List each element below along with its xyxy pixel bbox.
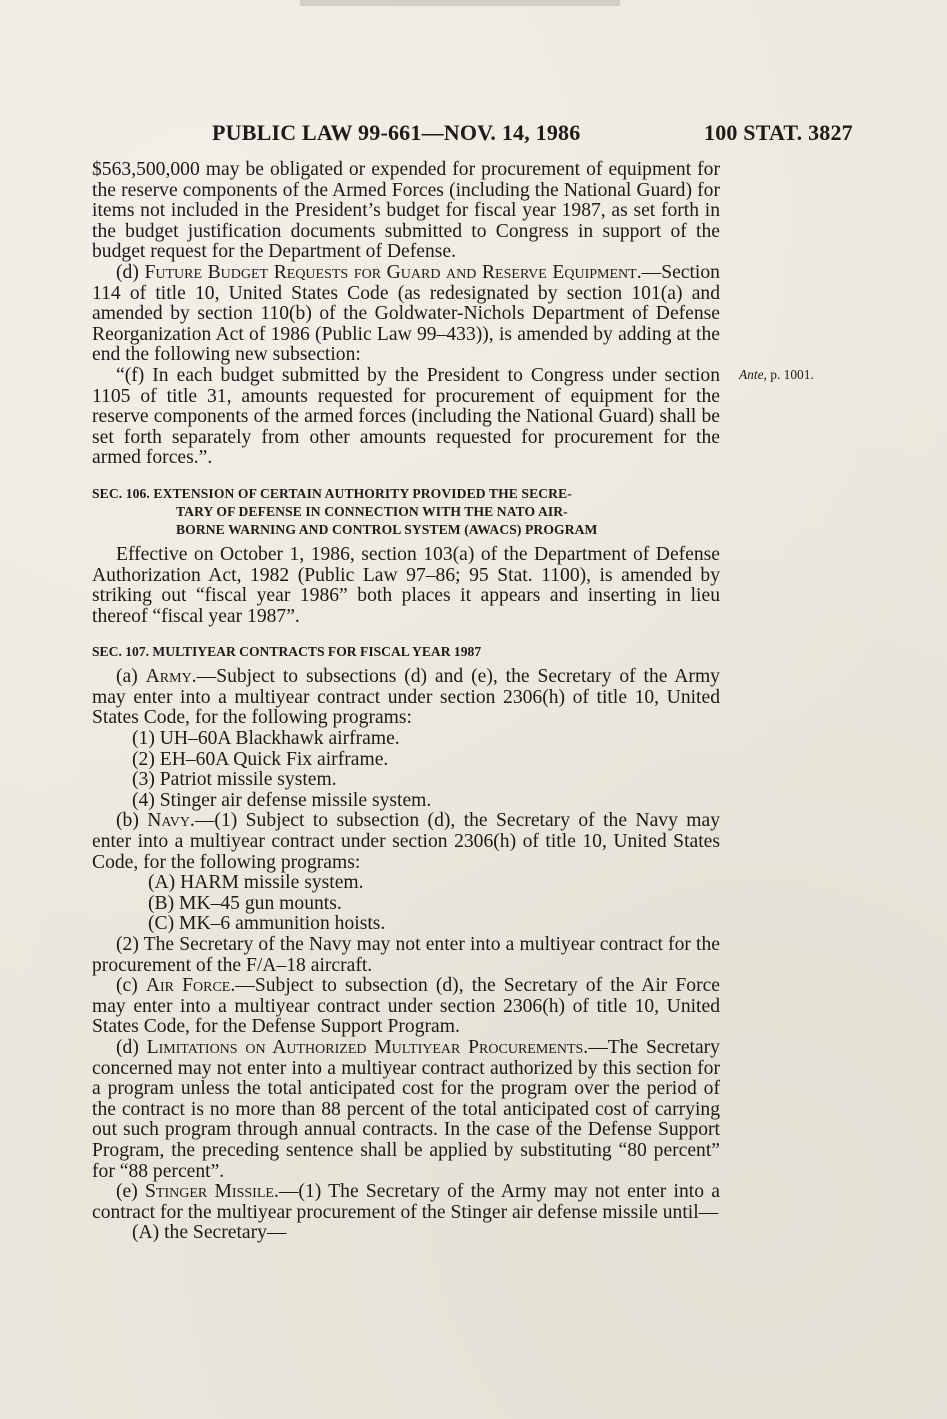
scan-edge-mark bbox=[300, 0, 620, 6]
subsection-d-text: —Section 114 of title 10, United States Code (as redesignated by section 101(a) and amended by section 110(b) of the Goldwater-Nichols Department of Defense Reorganization Act of 1986 (Public Law 99–433)), is amended by adding at the end the following new subsection: bbox=[92, 261, 720, 366]
subsection-d-paragraph bbox=[92, 263, 720, 366]
margin-note bbox=[739, 367, 814, 383]
subsection-f-paragraph: “(f) In each budget submitted by the President to Congress under section 1105 of title 31, amounts requested for procurement of equipment for the reserve components of the armed forces (including the National Guard) shall be set forth separately from other amounts requested for procurement for the armed forces.”. bbox=[92, 364, 720, 469]
sec-107-b-text: —(1) Subject to subsection (d), the Secretary of the Navy may enter into a multiyear contract under section 2306(h) of title 10, United States Code, for the following programs: bbox=[92, 810, 720, 873]
list-item: (A) HARM missile system. bbox=[148, 872, 364, 894]
list-item: (B) MK–45 gun mounts. bbox=[148, 892, 342, 914]
sec-107-c-label: (c) bbox=[116, 975, 138, 997]
sec-107-d-label: (d) bbox=[116, 1036, 139, 1058]
list-item: (3) Patriot missile system. bbox=[132, 769, 337, 791]
sec-107-a-text: —Subject to subsections (d) and (e), the Secretary of the Army may enter into a multiyear contract under section 2306(h) of title 10, United States Code, for the following programs: bbox=[92, 666, 720, 729]
statute-page-number: 100 STAT. 3827 bbox=[704, 120, 853, 145]
sec-107-b-label: (b) bbox=[116, 810, 139, 832]
sec-106-heading-line-3: BORNE WARNING AND CONTROL SYSTEM (AWACS) PROGRAM bbox=[176, 521, 598, 537]
subsection-d-label: (d) bbox=[116, 261, 139, 283]
sec-107-e-heading: Stinger Missile. bbox=[145, 1181, 279, 1203]
intro-paragraph: $563,500,000 may be obligated or expended for procurement of equipment for the reserve components of the Armed Forces (including the National Guard) for items not included in the President’s budget for fiscal year 1987, as set forth in the budget justification documents submitted to Congress in support of the budget request for the Department of Defense. bbox=[92, 159, 720, 263]
sec-107-c-text: —Subject to subsection (d), the Secretary of the Air Force may enter into a multiyear contract under section 2306(h) of title 10, United States Code, for the Defense Support Program. bbox=[92, 975, 721, 1038]
list-item: (C) MK–6 ammunition hoists. bbox=[148, 913, 386, 935]
document-body bbox=[92, 160, 720, 1244]
margin-note-page: p. 1001. bbox=[770, 367, 814, 382]
list-item: (1) UH–60A Blackhawk airframe. bbox=[132, 728, 400, 750]
sec-107-b-heading: Navy. bbox=[147, 810, 195, 832]
sec-107-c-heading: Air Force. bbox=[145, 975, 236, 997]
sec-107-b-paragraph bbox=[92, 811, 720, 873]
sec-107-a-label: (a) bbox=[116, 666, 138, 688]
list-item: (4) Stinger air defense missile system. bbox=[132, 789, 432, 811]
subsection-d-heading: Future Budget Requests for Guard and Reserve Equipment. bbox=[144, 261, 642, 283]
running-title: PUBLIC LAW 99-661—NOV. 14, 1986 bbox=[212, 120, 581, 145]
sec-107-heading: SEC. 107. MULTIYEAR CONTRACTS FOR FISCAL YEAR 1987 bbox=[92, 644, 482, 660]
page-header bbox=[212, 112, 912, 152]
sec-107-e-paragraph bbox=[92, 1182, 720, 1223]
sec-107-e-text: —(1) The Secretary of the Army may not enter into a contract for the multiyear procurement of the Stinger air defense missile until— bbox=[92, 1181, 720, 1223]
margin-note-ante: Ante, bbox=[739, 367, 767, 382]
sec-106-heading-line-1: SEC. 106. EXTENSION OF CERTAIN AUTHORITY PROVIDED THE SECRE- bbox=[92, 485, 572, 501]
sec-107-d-heading: Limitations on Authorized Multiyear Procurements. bbox=[146, 1036, 589, 1058]
list-item: (2) EH–60A Quick Fix airframe. bbox=[132, 748, 389, 770]
sec-106-heading bbox=[92, 485, 720, 539]
sec-106-text: Effective on October 1, 1986, section 103(a) of the Department of Defense Authorization Act, 1982 (Public Law 97–86; 95 Stat. 1100), is amended by striking out “fiscal year 1986” both places it appears and inserting in lieu thereof “fiscal year 1987”. bbox=[92, 543, 720, 627]
sec-107-b2-paragraph: (2) The Secretary of the Navy may not enter into a multiyear contract for the procurement of the F/A–18 aircraft. bbox=[92, 934, 720, 976]
sec-107-a-paragraph bbox=[92, 667, 720, 729]
sec-107-d-paragraph bbox=[92, 1038, 720, 1182]
sec-107-e-label: (e) bbox=[116, 1181, 138, 1203]
list-item: (A) the Secretary— bbox=[132, 1222, 287, 1244]
sec-107-a-heading: Army. bbox=[145, 666, 197, 688]
sec-107-c-paragraph bbox=[92, 976, 720, 1038]
sec-107-d-text: —The Secretary concerned may not enter into a multiyear contract authorized by this section for a program unless the total anticipated cost for the program over the period of the contract is no more than 88 percent of the total anticipated cost of carrying out such program through annual contracts. In the case of the Defense Support Program, the preceding sentence shall be applied by substituting “80 percent” for “88 percent”. bbox=[92, 1036, 720, 1182]
sec-106-heading-line-2: TARY OF DEFENSE IN CONNECTION WITH THE NATO AIR- bbox=[176, 503, 568, 519]
